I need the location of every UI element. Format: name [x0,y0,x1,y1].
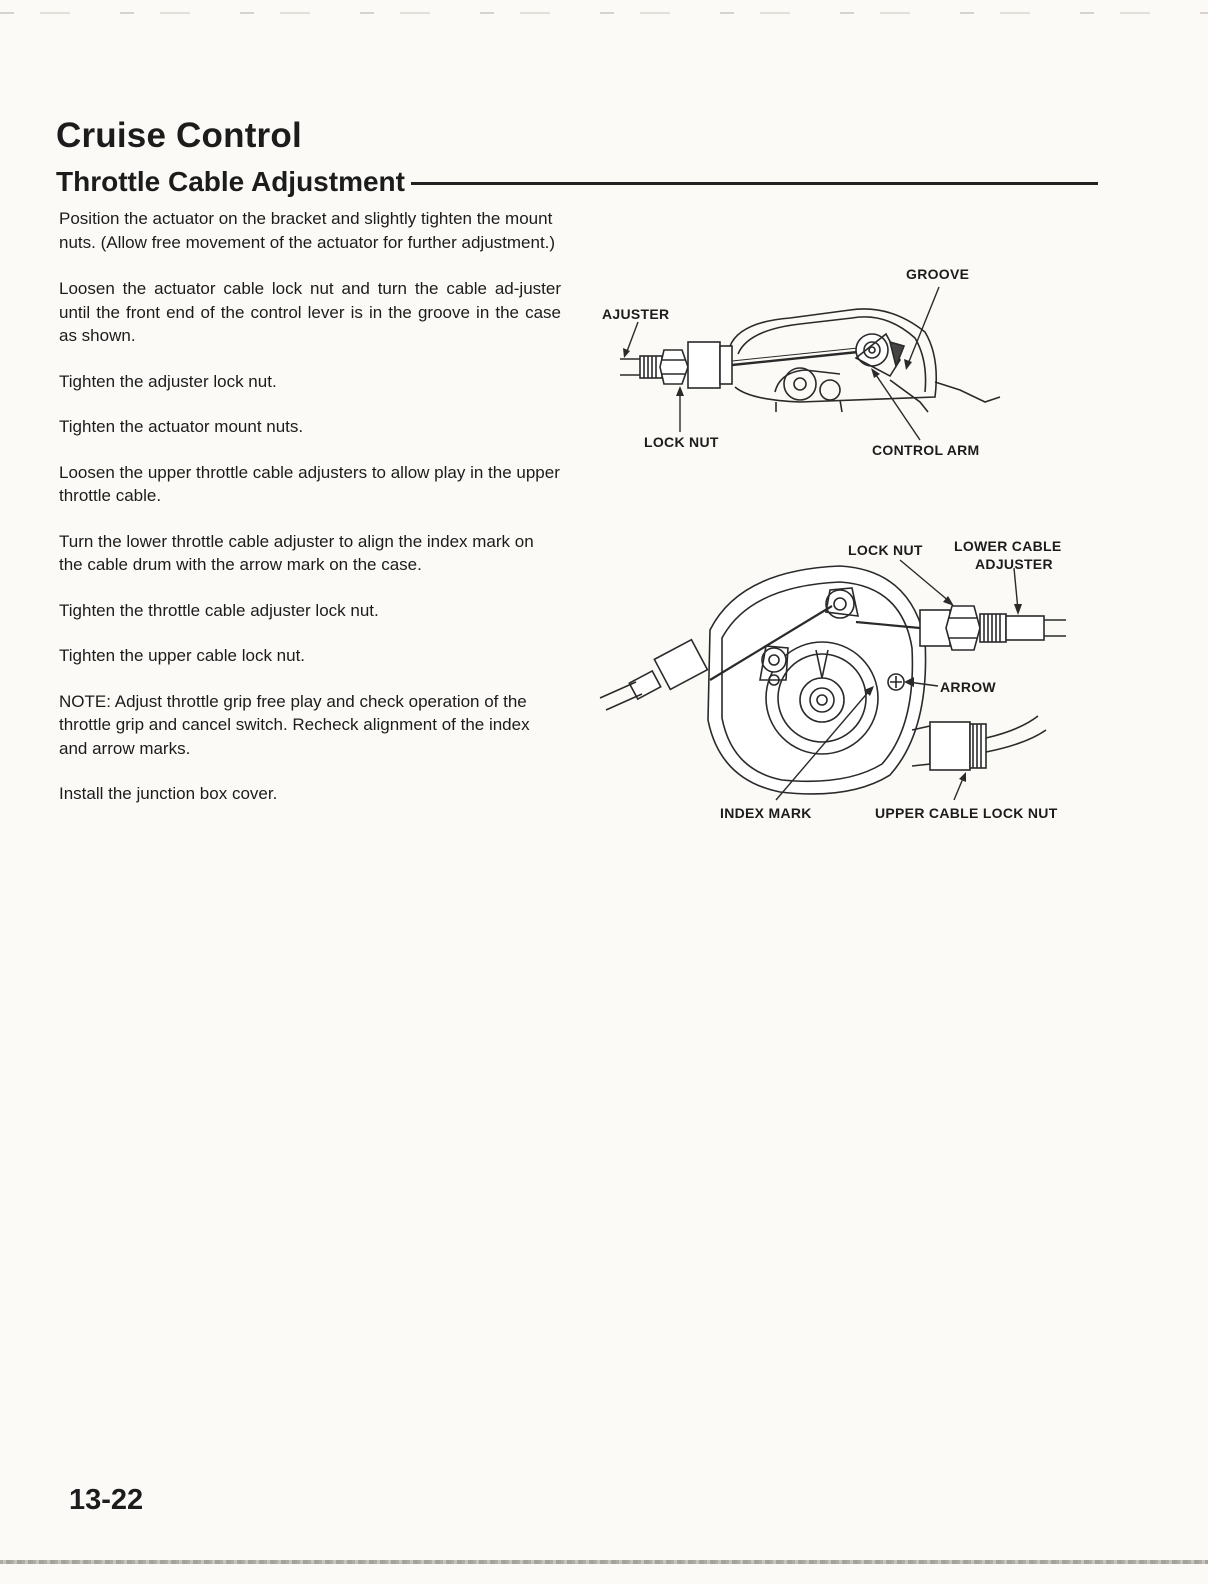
section-subtitle: Throttle Cable Adjustment [56,166,405,197]
step-loosen-actuator-lock-nut: Loosen the actuator cable lock nut and turn the cable ad-juster until the front end of the control lever is in the groove in the case as shown. [59,279,561,345]
groove-label: GROOVE [906,266,970,282]
lower-cable-adjuster-label-line2: ADJUSTER [975,556,1053,572]
actuator-adjustment-figure [590,262,1010,472]
note-throttle-grip: NOTE: Adjust throttle grip free play and check operation of the throttle grip and cancel switch. Recheck alignment of the index and arrow marks. [59,691,530,758]
page-title: Cruise Control [56,116,302,155]
control-arm-label: CONTROL ARM [872,442,980,458]
section-heading-row [56,162,1098,202]
step-tighten-upper-lock-nut: Tighten the upper cable lock nut. [59,646,306,665]
arrow-label: ARROW [940,679,996,695]
step-tighten-mount-nuts: Tighten the actuator mount nuts. [59,417,304,436]
adjuster-label: AJUSTER [602,306,670,322]
upper-cable-lock-nut-label: UPPER CABLE LOCK NUT [875,805,1058,821]
throttle-drum-figure [590,530,1080,830]
throttle-drum-illustration [590,530,1080,830]
step-install-cover: Install the junction box cover. [59,784,278,803]
index-mark-label: INDEX MARK [720,805,812,821]
step-tighten-adjuster-lock-nut: Tighten the adjuster lock nut. [59,371,277,391]
step-turn-lower-adjuster: Turn the lower throttle cable adjuster to align the index mark on the cable drum with the arrow mark on the case. [59,531,534,574]
step-position-actuator: Position the actuator on the bracket and slightly tighten the mount nuts. (Allow free movement of the actuator for further adjustment.) [59,209,556,252]
scan-artifact-top [0,12,1208,14]
lower-cable-adjuster-label-line1: LOWER CABLE [954,538,1062,554]
step-tighten-throttle-lock-nut: Tighten the throttle cable adjuster lock nut. [59,600,379,620]
procedure-text [59,207,561,806]
scan-artifact-bottom [0,1560,1208,1564]
step-loosen-upper-adjusters: Loosen the upper throttle cable adjusters to allow play in the upper throttle cable. [59,462,560,505]
heading-rule [411,182,1098,185]
page-number: 13-22 [69,1484,144,1516]
lock-nut-label: LOCK NUT [644,434,719,450]
lock-nut-label-2: LOCK NUT [848,542,923,558]
